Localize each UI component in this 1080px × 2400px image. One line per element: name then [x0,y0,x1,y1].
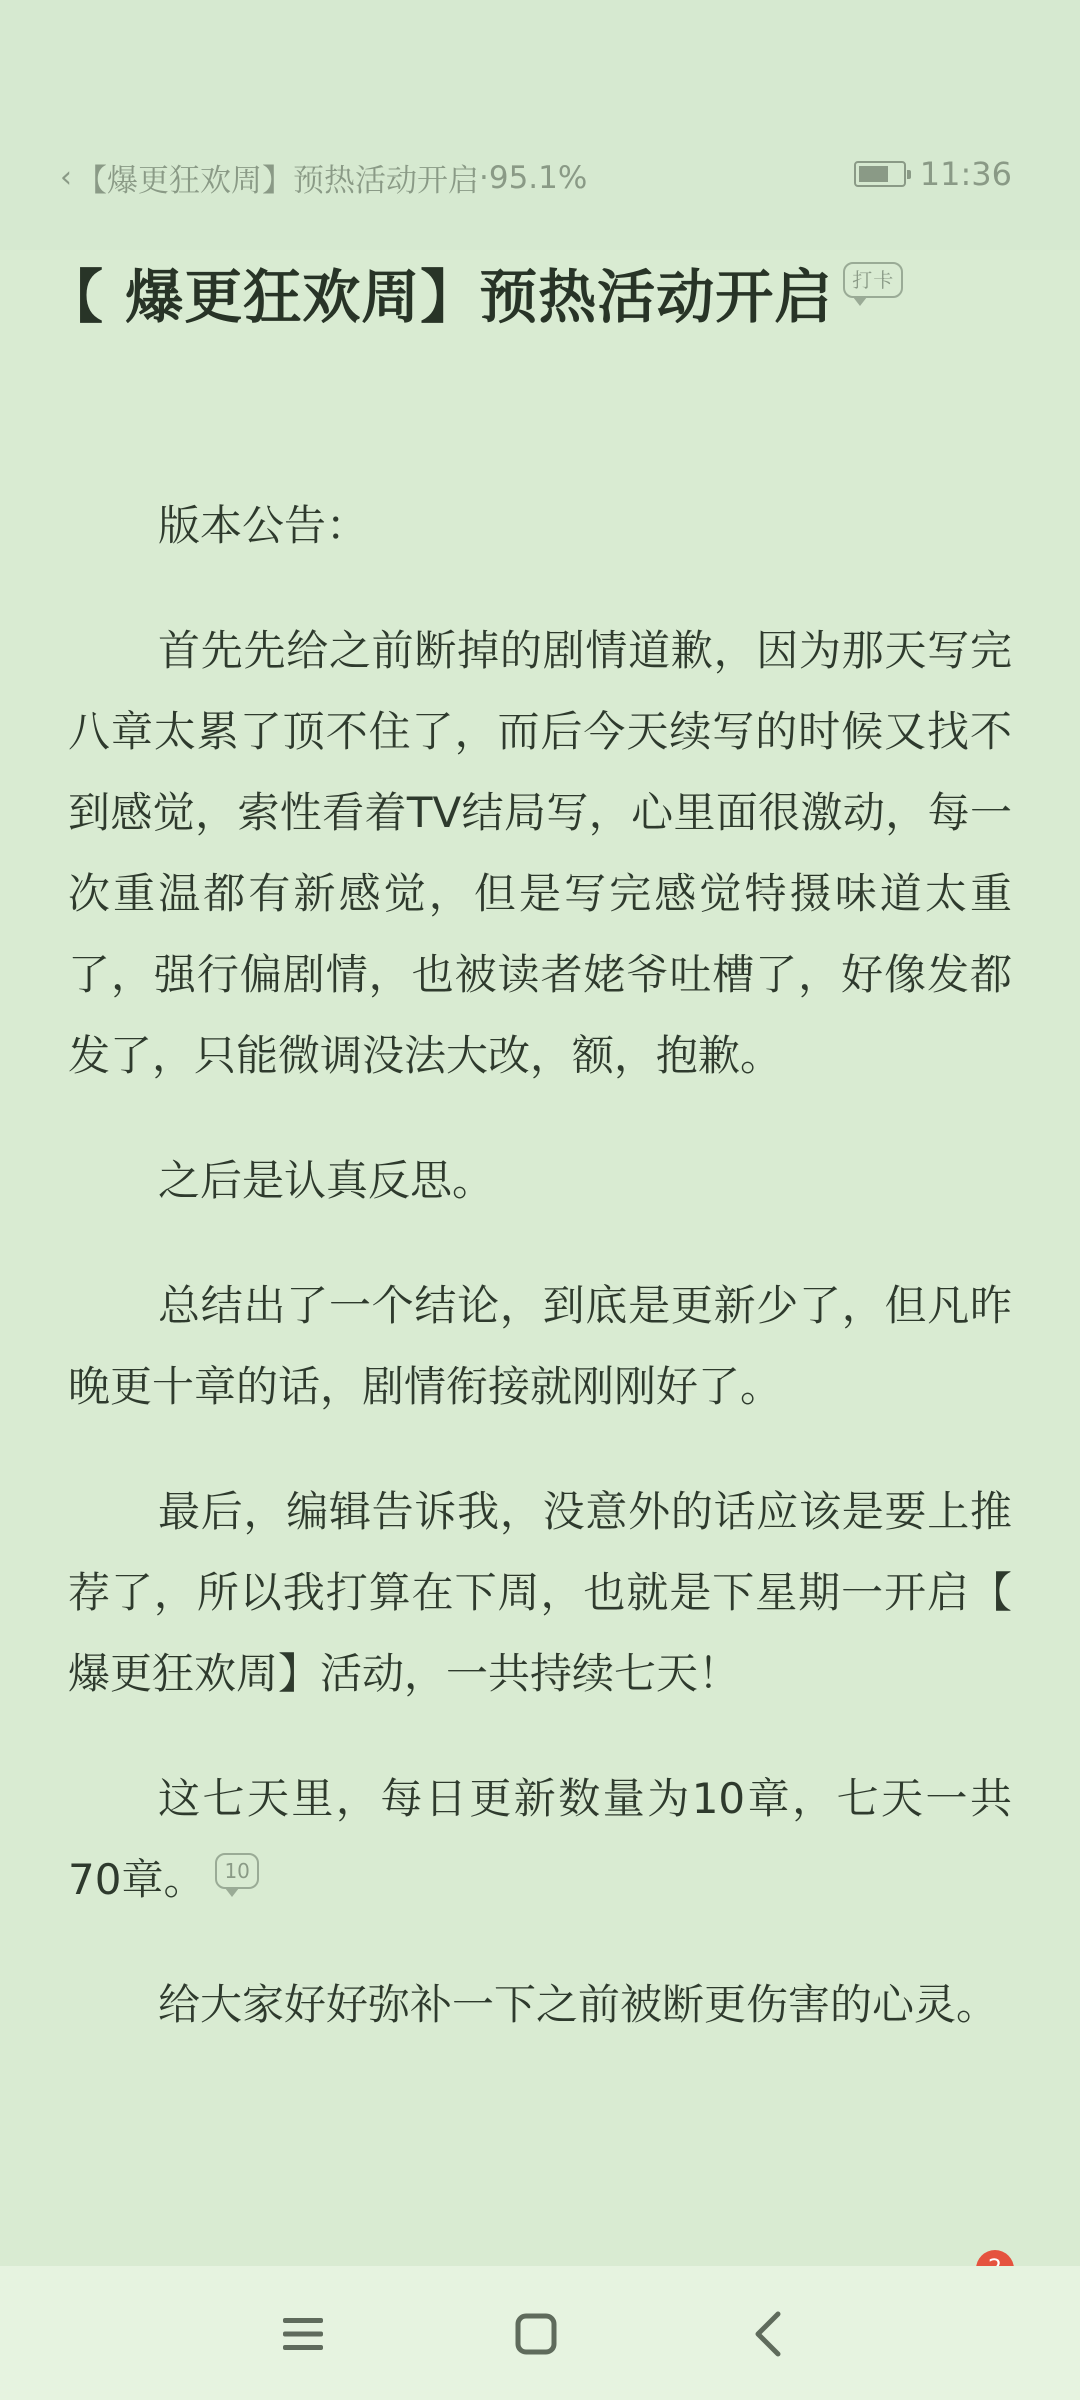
paragraph: 首先先给之前断掉的剧情道歉，因为那天写完八章太累了顶不住了，而后今天续写的时候又找不到感觉，索性看着TV结局写，心里面很激动，每一次重温都有新感觉，但是写完感觉特摄味道太重了，强行偏剧情，也被读者姥爷吐槽了，好像发都发了，只能微调没法大改，额，抱歉。 [68,626,1012,1080]
paragraph: 最后，编辑告诉我，没意外的话应该是要上推荐了，所以我打算在下周，也就是下星期一开启【 爆更狂欢周】活动，一共持续七天！ [68,1487,1012,1698]
reading-progress: 95.1% [488,159,588,196]
clock-time: 11:36 [919,155,1012,193]
chapter-title-text: 【 爆更狂欢周】预热活动开启 [45,263,834,331]
chapter-title [45,250,903,334]
book-title-label: 【爆更狂欢周】预热活动开启 [76,163,479,199]
chevron-left-icon: ‹ [60,160,72,195]
chapter-content [68,485,1012,2089]
paragraph: 总结出了一个结论，到底是更新少了，但凡昨晚更十章的话，剧情衔接就刚刚好了。 [68,1281,1012,1411]
paragraph: 版本公告： [158,501,369,550]
paragraph: 给大家好好弥补一下之前被断更伤害的心灵。 [158,1980,999,2029]
back-icon[interactable] [738,2306,798,2362]
paragraph-comment-badge[interactable]: 10 [215,1853,258,1889]
paragraph-with-comments [68,1758,1012,1920]
status-right [854,155,1012,193]
separator: · [479,159,489,196]
battery-level [859,166,888,182]
reader-header [0,0,1080,250]
battery-icon [854,161,906,187]
paragraph-text: 这七天里，每日更新数量为10章，七天一共70章。 [68,1774,1012,1904]
checkin-badge[interactable]: 打卡 [843,262,903,298]
system-navigation-bar [0,2266,1080,2400]
menu-icon[interactable] [273,2306,333,2362]
home-icon[interactable] [506,2306,566,2362]
book-progress-info[interactable] [60,155,587,200]
paragraph: 之后是认真反思。 [158,1156,495,1205]
